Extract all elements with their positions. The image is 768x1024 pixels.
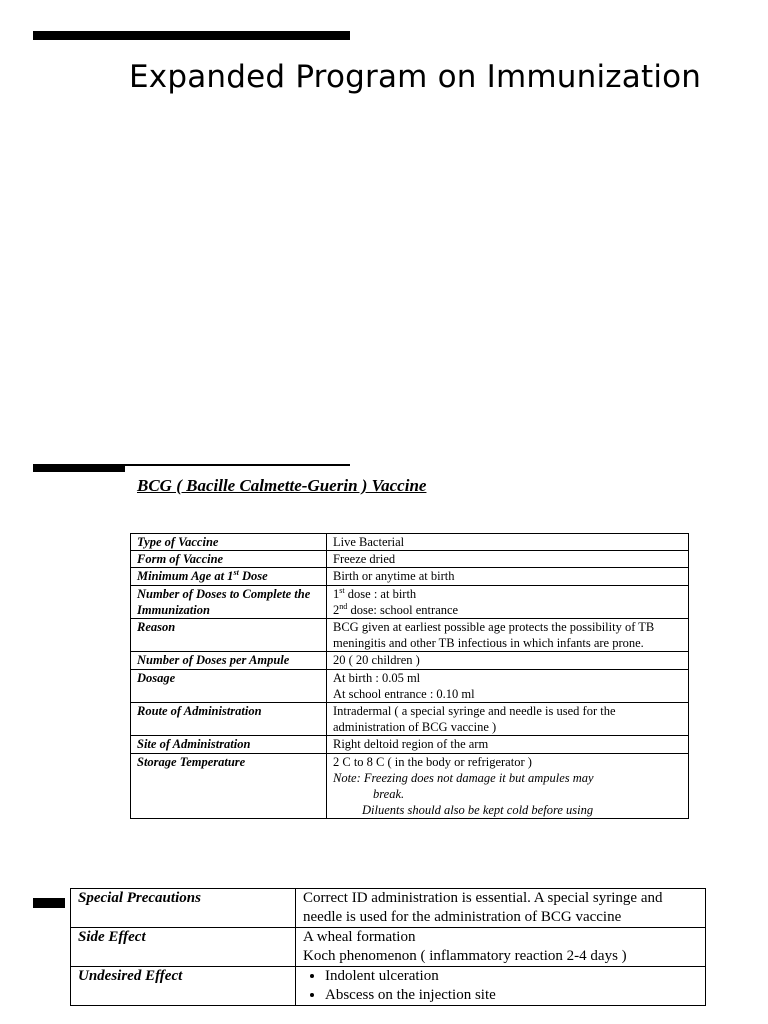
- row-label: Storage Temperature: [131, 753, 327, 819]
- table-row: [131, 534, 689, 551]
- decorative-line-middle: [125, 464, 350, 466]
- row-value: [296, 967, 706, 1006]
- table-row: [131, 652, 689, 669]
- undesired-effects-list: [303, 967, 700, 1005]
- section-title: BCG ( Bacille Calmette-Guerin ) Vaccine: [137, 476, 427, 495]
- row-value: At birth : 0.05 ml At school entrance : 0.10 ml: [327, 669, 689, 702]
- table-row: [131, 585, 689, 618]
- row-value: Freeze dried: [327, 551, 689, 568]
- row-label: Side Effect: [71, 928, 296, 967]
- table-row: [131, 736, 689, 753]
- row-label: Site of Administration: [131, 736, 327, 753]
- row-value: A wheal formation Koch phenomenon ( inflammatory reaction 2-4 days ): [296, 928, 706, 967]
- table-row: [71, 967, 706, 1006]
- decorative-bar-top: [33, 31, 350, 40]
- table-row: [71, 928, 706, 967]
- bcg-precautions-table: [70, 888, 706, 1006]
- decorative-bar-middle: [33, 464, 125, 472]
- row-label: Route of Administration: [131, 703, 327, 736]
- row-value: Live Bacterial: [327, 534, 689, 551]
- row-value: 20 ( 20 children ): [327, 652, 689, 669]
- row-value: Right deltoid region of the arm: [327, 736, 689, 753]
- row-value: 1st dose : at birth 2nd dose: school entrance: [327, 585, 689, 618]
- row-label: Undesired Effect: [71, 967, 296, 1006]
- row-label: Number of Doses per Ampule: [131, 652, 327, 669]
- row-value: Correct ID administration is essential. A special syringe and needle is used for the administration of BCG vaccine: [296, 889, 706, 928]
- row-value: 2 C to 8 C ( in the body or refrigerator ) Note: Freezing does not damage it but ampules may break. Diluents should also be kept cold before using: [327, 753, 689, 819]
- row-label: Type of Vaccine: [131, 534, 327, 551]
- list-item: • Indolent ulceration: [325, 967, 700, 986]
- row-value: Intradermal ( a special syringe and needle is used for the administration of BCG vaccine ): [327, 703, 689, 736]
- row-label: Reason: [131, 619, 327, 652]
- row-label: Form of Vaccine: [131, 551, 327, 568]
- row-label: Dosage: [131, 669, 327, 702]
- table-row: [131, 753, 689, 819]
- row-value: Birth or anytime at birth: [327, 568, 689, 585]
- table-row: [131, 703, 689, 736]
- table-row: [131, 669, 689, 702]
- decorative-bar-bottom: [33, 898, 65, 908]
- row-value: BCG given at earliest possible age protects the possibility of TB meningitis and other TB infectious in which infants are prone.: [327, 619, 689, 652]
- list-item: • Abscess on the injection site: [325, 986, 700, 1005]
- bcg-vaccine-info-table: [130, 533, 689, 819]
- table-row: [131, 568, 689, 585]
- row-label: Minimum Age at 1st Dose: [131, 568, 327, 585]
- table-row: [71, 889, 706, 928]
- table-row: [131, 551, 689, 568]
- page-title: Expanded Program on Immunization: [129, 58, 702, 95]
- row-label: Number of Doses to Complete the Immunization: [131, 585, 327, 618]
- table-row: [131, 619, 689, 652]
- row-label: Special Precautions: [71, 889, 296, 928]
